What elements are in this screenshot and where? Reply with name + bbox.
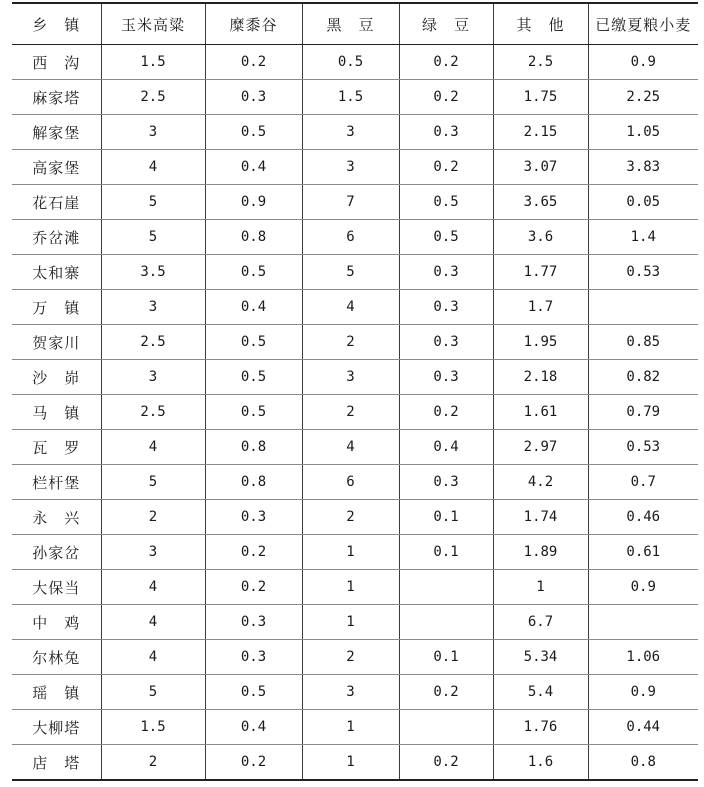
mung-bean-cell: 0.1 xyxy=(399,500,493,535)
other-cell: 3.07 xyxy=(493,150,588,185)
township-cell: 尔林兔 xyxy=(12,640,101,675)
millet-cell: 0.4 xyxy=(205,150,302,185)
corn-sorghum-cell: 1.5 xyxy=(101,45,205,80)
table-row xyxy=(12,290,698,325)
table-row xyxy=(12,640,698,675)
corn-sorghum-cell: 1.5 xyxy=(101,710,205,745)
mung-bean-cell: 0.1 xyxy=(399,640,493,675)
millet-cell: 0.4 xyxy=(205,710,302,745)
other-cell: 3.65 xyxy=(493,185,588,220)
table-row xyxy=(12,80,698,115)
wheat-paid-cell: 0.53 xyxy=(588,255,698,290)
wheat-paid-cell: 0.85 xyxy=(588,325,698,360)
corn-sorghum-cell: 4 xyxy=(101,640,205,675)
header-black-bean: 黑 豆 xyxy=(302,3,399,45)
black-bean-cell: 6 xyxy=(302,465,399,500)
millet-cell: 0.3 xyxy=(205,500,302,535)
table-row xyxy=(12,430,698,465)
corn-sorghum-cell: 5 xyxy=(101,220,205,255)
millet-cell: 0.5 xyxy=(205,255,302,290)
township-cell: 贺家川 xyxy=(12,325,101,360)
township-cell: 瑶 镇 xyxy=(12,675,101,710)
township-cell: 高家堡 xyxy=(12,150,101,185)
wheat-paid-cell: 1.4 xyxy=(588,220,698,255)
wheat-paid-cell: 2.25 xyxy=(588,80,698,115)
township-cell: 中 鸡 xyxy=(12,605,101,640)
mung-bean-cell: 0.2 xyxy=(399,80,493,115)
table-row xyxy=(12,220,698,255)
corn-sorghum-cell: 2.5 xyxy=(101,395,205,430)
wheat-paid-cell: 1.06 xyxy=(588,640,698,675)
mung-bean-cell: 0.5 xyxy=(399,185,493,220)
millet-cell: 0.4 xyxy=(205,290,302,325)
table-row xyxy=(12,150,698,185)
other-cell: 6.7 xyxy=(493,605,588,640)
table-row xyxy=(12,710,698,745)
table-row xyxy=(12,45,698,80)
mung-bean-cell xyxy=(399,570,493,605)
township-cell: 西 沟 xyxy=(12,45,101,80)
millet-cell: 0.2 xyxy=(205,570,302,605)
mung-bean-cell: 0.2 xyxy=(399,745,493,781)
table-row xyxy=(12,185,698,220)
other-cell: 1.6 xyxy=(493,745,588,781)
wheat-paid-cell: 3.83 xyxy=(588,150,698,185)
mung-bean-cell xyxy=(399,710,493,745)
millet-cell: 0.8 xyxy=(205,430,302,465)
other-cell: 1.76 xyxy=(493,710,588,745)
township-cell: 麻家塔 xyxy=(12,80,101,115)
header-corn-sorghum: 玉米高粱 xyxy=(101,3,205,45)
township-cell: 栏杆堡 xyxy=(12,465,101,500)
other-cell: 1.61 xyxy=(493,395,588,430)
other-cell: 1.95 xyxy=(493,325,588,360)
black-bean-cell: 4 xyxy=(302,290,399,325)
other-cell: 1.74 xyxy=(493,500,588,535)
black-bean-cell: 4 xyxy=(302,430,399,465)
other-cell: 1.77 xyxy=(493,255,588,290)
millet-cell: 0.5 xyxy=(205,115,302,150)
black-bean-cell: 0.5 xyxy=(302,45,399,80)
corn-sorghum-cell: 4 xyxy=(101,430,205,465)
township-cell: 乔岔滩 xyxy=(12,220,101,255)
corn-sorghum-cell: 2.5 xyxy=(101,325,205,360)
table-row xyxy=(12,500,698,535)
black-bean-cell: 3 xyxy=(302,150,399,185)
millet-cell: 0.2 xyxy=(205,745,302,781)
wheat-paid-cell: 0.46 xyxy=(588,500,698,535)
table-row xyxy=(12,535,698,570)
black-bean-cell: 1 xyxy=(302,710,399,745)
mung-bean-cell: 0.4 xyxy=(399,430,493,465)
corn-sorghum-cell: 3 xyxy=(101,360,205,395)
other-cell: 2.15 xyxy=(493,115,588,150)
header-township: 乡 镇 xyxy=(12,3,101,45)
header-row xyxy=(12,3,698,45)
table-row xyxy=(12,605,698,640)
other-cell: 1.7 xyxy=(493,290,588,325)
corn-sorghum-cell: 2 xyxy=(101,500,205,535)
other-cell: 2.18 xyxy=(493,360,588,395)
wheat-paid-cell: 0.61 xyxy=(588,535,698,570)
wheat-paid-cell: 0.7 xyxy=(588,465,698,500)
township-cell: 太和寨 xyxy=(12,255,101,290)
grain-table xyxy=(12,2,698,781)
township-cell: 万 镇 xyxy=(12,290,101,325)
corn-sorghum-cell: 2.5 xyxy=(101,80,205,115)
table-row xyxy=(12,395,698,430)
corn-sorghum-cell: 4 xyxy=(101,150,205,185)
wheat-paid-cell: 0.9 xyxy=(588,675,698,710)
black-bean-cell: 1.5 xyxy=(302,80,399,115)
wheat-paid-cell xyxy=(588,605,698,640)
corn-sorghum-cell: 3 xyxy=(101,115,205,150)
mung-bean-cell: 0.3 xyxy=(399,325,493,360)
township-cell: 孙家岔 xyxy=(12,535,101,570)
township-cell: 解家堡 xyxy=(12,115,101,150)
wheat-paid-cell: 0.79 xyxy=(588,395,698,430)
mung-bean-cell: 0.3 xyxy=(399,290,493,325)
wheat-paid-cell: 1.05 xyxy=(588,115,698,150)
mung-bean-cell: 0.3 xyxy=(399,255,493,290)
corn-sorghum-cell: 2 xyxy=(101,745,205,781)
other-cell: 4.2 xyxy=(493,465,588,500)
header-millet: 糜黍谷 xyxy=(205,3,302,45)
table-row xyxy=(12,360,698,395)
other-cell: 5.4 xyxy=(493,675,588,710)
township-cell: 瓦 罗 xyxy=(12,430,101,465)
table-row xyxy=(12,675,698,710)
township-cell: 永 兴 xyxy=(12,500,101,535)
header-wheat-paid: 已缴夏粮小麦 xyxy=(588,3,698,45)
millet-cell: 0.5 xyxy=(205,395,302,430)
mung-bean-cell: 0.2 xyxy=(399,45,493,80)
black-bean-cell: 1 xyxy=(302,570,399,605)
township-cell: 店 塔 xyxy=(12,745,101,781)
wheat-paid-cell: 0.05 xyxy=(588,185,698,220)
table-row xyxy=(12,570,698,605)
millet-cell: 0.3 xyxy=(205,640,302,675)
table-row xyxy=(12,115,698,150)
table-row xyxy=(12,465,698,500)
other-cell: 3.6 xyxy=(493,220,588,255)
other-cell: 5.34 xyxy=(493,640,588,675)
millet-cell: 0.5 xyxy=(205,360,302,395)
black-bean-cell: 2 xyxy=(302,640,399,675)
millet-cell: 0.2 xyxy=(205,45,302,80)
black-bean-cell: 3 xyxy=(302,675,399,710)
other-cell: 1.89 xyxy=(493,535,588,570)
header-mung-bean: 绿 豆 xyxy=(399,3,493,45)
table-row xyxy=(12,325,698,360)
millet-cell: 0.9 xyxy=(205,185,302,220)
black-bean-cell: 3 xyxy=(302,360,399,395)
wheat-paid-cell: 0.82 xyxy=(588,360,698,395)
black-bean-cell: 7 xyxy=(302,185,399,220)
black-bean-cell: 2 xyxy=(302,395,399,430)
other-cell: 2.97 xyxy=(493,430,588,465)
wheat-paid-cell: 0.53 xyxy=(588,430,698,465)
mung-bean-cell: 0.2 xyxy=(399,395,493,430)
township-cell: 大柳塔 xyxy=(12,710,101,745)
wheat-paid-cell: 0.44 xyxy=(588,710,698,745)
millet-cell: 0.5 xyxy=(205,325,302,360)
corn-sorghum-cell: 3.5 xyxy=(101,255,205,290)
corn-sorghum-cell: 4 xyxy=(101,605,205,640)
township-cell: 沙 峁 xyxy=(12,360,101,395)
millet-cell: 0.5 xyxy=(205,675,302,710)
wheat-paid-cell: 0.8 xyxy=(588,745,698,781)
millet-cell: 0.8 xyxy=(205,220,302,255)
millet-cell: 0.8 xyxy=(205,465,302,500)
wheat-paid-cell xyxy=(588,290,698,325)
corn-sorghum-cell: 5 xyxy=(101,675,205,710)
corn-sorghum-cell: 5 xyxy=(101,185,205,220)
other-cell: 1 xyxy=(493,570,588,605)
black-bean-cell: 2 xyxy=(302,325,399,360)
table-row xyxy=(12,255,698,290)
black-bean-cell: 1 xyxy=(302,745,399,781)
mung-bean-cell: 0.5 xyxy=(399,220,493,255)
township-cell: 花石崖 xyxy=(12,185,101,220)
millet-cell: 0.2 xyxy=(205,535,302,570)
black-bean-cell: 3 xyxy=(302,115,399,150)
black-bean-cell: 2 xyxy=(302,500,399,535)
corn-sorghum-cell: 5 xyxy=(101,465,205,500)
corn-sorghum-cell: 3 xyxy=(101,290,205,325)
black-bean-cell: 5 xyxy=(302,255,399,290)
mung-bean-cell xyxy=(399,605,493,640)
black-bean-cell: 6 xyxy=(302,220,399,255)
mung-bean-cell: 0.3 xyxy=(399,115,493,150)
other-cell: 1.75 xyxy=(493,80,588,115)
other-cell: 2.5 xyxy=(493,45,588,80)
millet-cell: 0.3 xyxy=(205,80,302,115)
black-bean-cell: 1 xyxy=(302,535,399,570)
millet-cell: 0.3 xyxy=(205,605,302,640)
mung-bean-cell: 0.1 xyxy=(399,535,493,570)
township-cell: 马 镇 xyxy=(12,395,101,430)
mung-bean-cell: 0.2 xyxy=(399,675,493,710)
wheat-paid-cell: 0.9 xyxy=(588,45,698,80)
corn-sorghum-cell: 3 xyxy=(101,535,205,570)
township-cell: 大保当 xyxy=(12,570,101,605)
black-bean-cell: 1 xyxy=(302,605,399,640)
table-row xyxy=(12,745,698,781)
corn-sorghum-cell: 4 xyxy=(101,570,205,605)
mung-bean-cell: 0.3 xyxy=(399,360,493,395)
wheat-paid-cell: 0.9 xyxy=(588,570,698,605)
mung-bean-cell: 0.3 xyxy=(399,465,493,500)
mung-bean-cell: 0.2 xyxy=(399,150,493,185)
header-other: 其 他 xyxy=(493,3,588,45)
